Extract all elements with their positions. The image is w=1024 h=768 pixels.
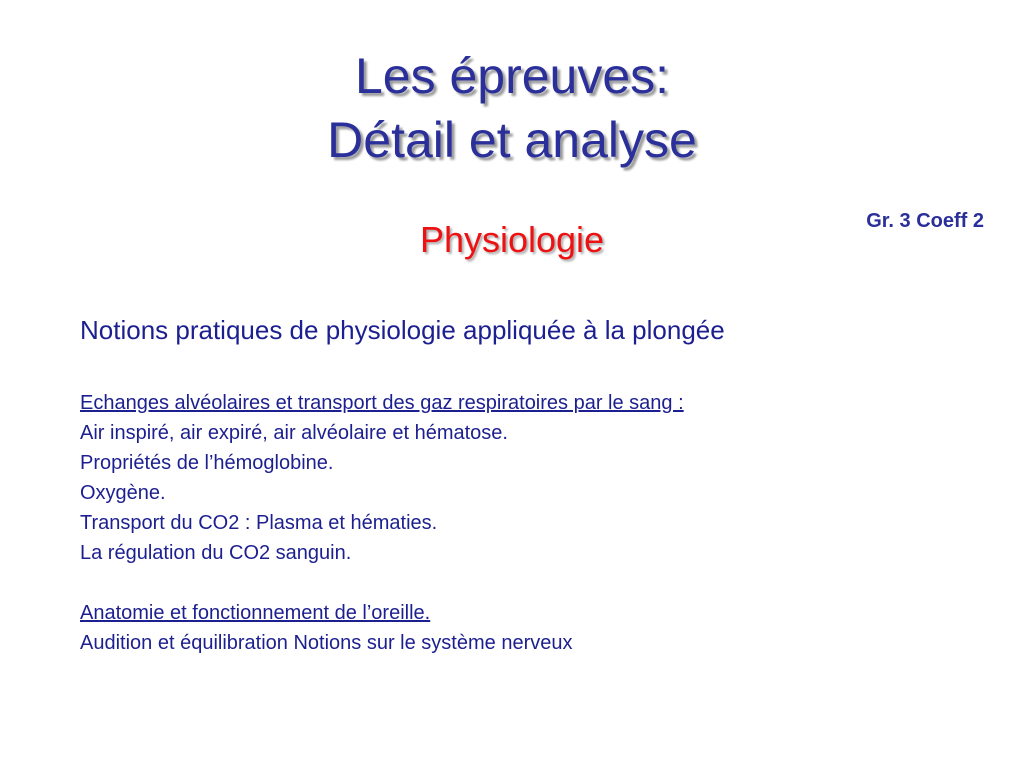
- slide-content: [80, 310, 980, 658]
- grade-coefficient-badge: Gr. 3 Coeff 2: [866, 210, 984, 232]
- section-line: Air inspiré, air expiré, air alvéolaire et hématose.: [80, 422, 508, 444]
- section-gas-exchange: [80, 388, 980, 568]
- section-line: Audition et équilibration Notions sur le système nerveux: [80, 632, 573, 654]
- section-heading: Echanges alvéolaires et transport des gaz respiratoires par le sang :: [80, 392, 684, 414]
- slide-title: [0, 44, 1024, 172]
- intro-text: Notions pratiques de physiologie appliquée à la plongée: [80, 315, 725, 345]
- title-line-1: Les épreuves:: [354, 48, 670, 104]
- section-line: Transport du CO2 : Plasma et hématies.: [80, 512, 438, 534]
- section-heading: Anatomie et fonctionnement de l’oreille.: [80, 602, 431, 624]
- title-line-2: Détail et analyse: [327, 112, 697, 168]
- subtitle: Physiologie: [419, 219, 605, 260]
- section-line: La régulation du CO2 sanguin.: [80, 542, 352, 564]
- section-ear-anatomy: [80, 598, 980, 658]
- section-line: Oxygène.: [80, 482, 166, 504]
- section-spacer: [80, 568, 980, 598]
- section-line: Propriétés de l’hémoglobine.: [80, 452, 334, 474]
